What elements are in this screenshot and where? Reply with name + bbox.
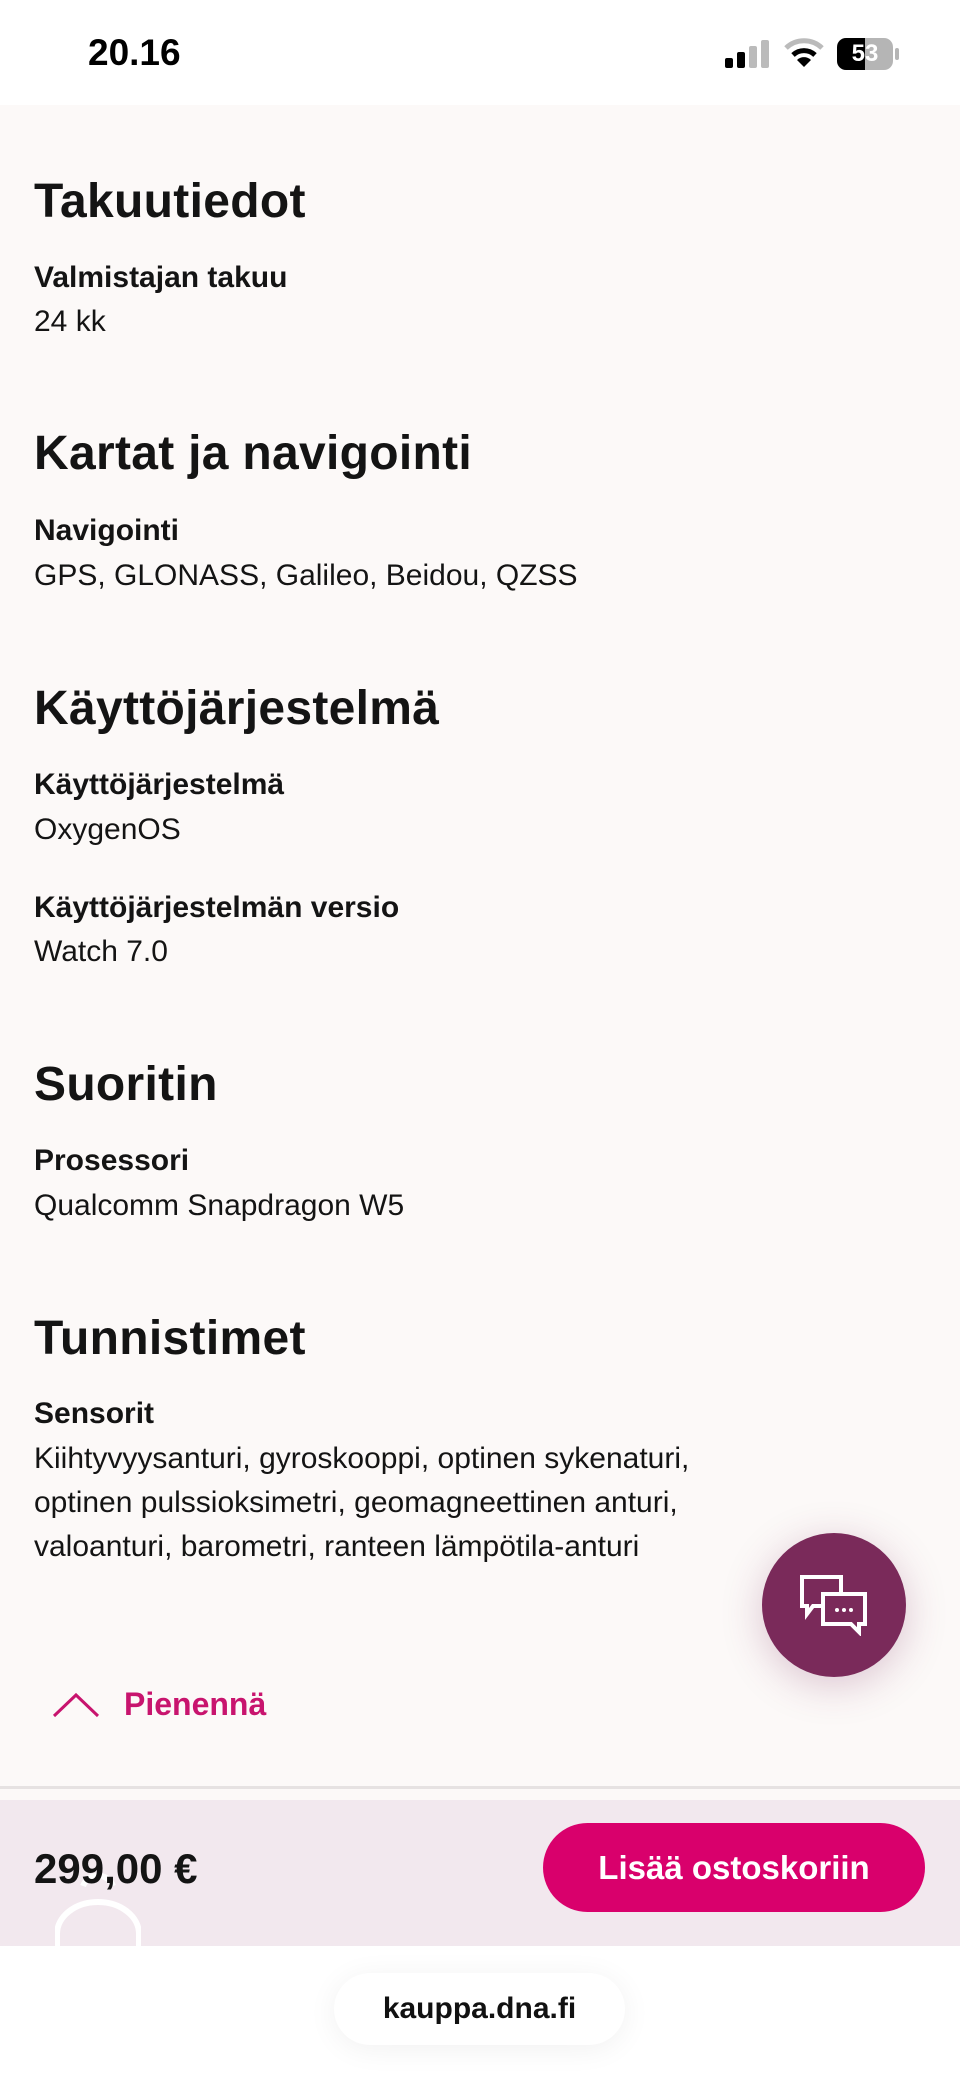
section-title: Tunnistimet xyxy=(34,1312,306,1365)
chevron-up-icon xyxy=(52,1692,100,1718)
spec-label: Navigointi xyxy=(34,514,180,547)
spec-value-line: optinen pulssioksimetri, geomagneettinen anturi, xyxy=(34,1486,678,1519)
chat-button[interactable] xyxy=(762,1533,906,1677)
spec-value: OxygenOS xyxy=(34,813,181,846)
url-text: kauppa.dna.fi xyxy=(382,1992,577,2025)
status-time: 20.16 xyxy=(88,32,181,73)
spec-value: 24 kk xyxy=(34,305,106,338)
add-to-cart-button[interactable]: Lisää ostoskoriin xyxy=(543,1823,925,1912)
divider xyxy=(0,1786,960,1789)
price: 299,00 € xyxy=(34,1845,198,1892)
spec-label: Sensorit xyxy=(34,1397,155,1430)
section-title: Takuutiedot xyxy=(34,175,306,228)
section-title: Käyttöjärjestelmä xyxy=(34,682,440,735)
spec-value: Watch 7.0 xyxy=(34,935,168,968)
spec-label: Käyttöjärjestelmän versio xyxy=(34,891,400,924)
signal-icon xyxy=(725,40,771,68)
collapse-button[interactable] xyxy=(52,1686,266,1723)
url-bar[interactable] xyxy=(334,1973,625,2045)
chat-bubbles-icon xyxy=(799,1574,869,1636)
section-title: Suoritin xyxy=(34,1058,218,1111)
spec-value: GPS, GLONASS, Galileo, Beidou, QZSS xyxy=(34,559,578,592)
status-bar xyxy=(0,0,960,105)
spec-value-line: valoanturi, barometri, ranteen lämpötila-anturi xyxy=(34,1530,640,1563)
spec-label: Valmistajan takuu xyxy=(34,261,288,294)
spec-label: Käyttöjärjestelmä xyxy=(34,768,285,801)
spec-value: Qualcomm Snapdragon W5 xyxy=(34,1189,405,1222)
battery-icon xyxy=(837,38,893,70)
battery-cap xyxy=(895,48,899,60)
spec-value-line: Kiihtyvyysanturi, gyroskooppi, optinen sykenaturi, xyxy=(34,1442,690,1475)
section-title: Kartat ja navigointi xyxy=(34,427,473,480)
wifi-icon xyxy=(784,38,824,68)
spec-value xyxy=(34,1437,689,1569)
spec-label: Prosessori xyxy=(34,1144,190,1177)
battery-level: 53 xyxy=(851,40,879,67)
collapse-label: Pienennä xyxy=(124,1686,267,1722)
